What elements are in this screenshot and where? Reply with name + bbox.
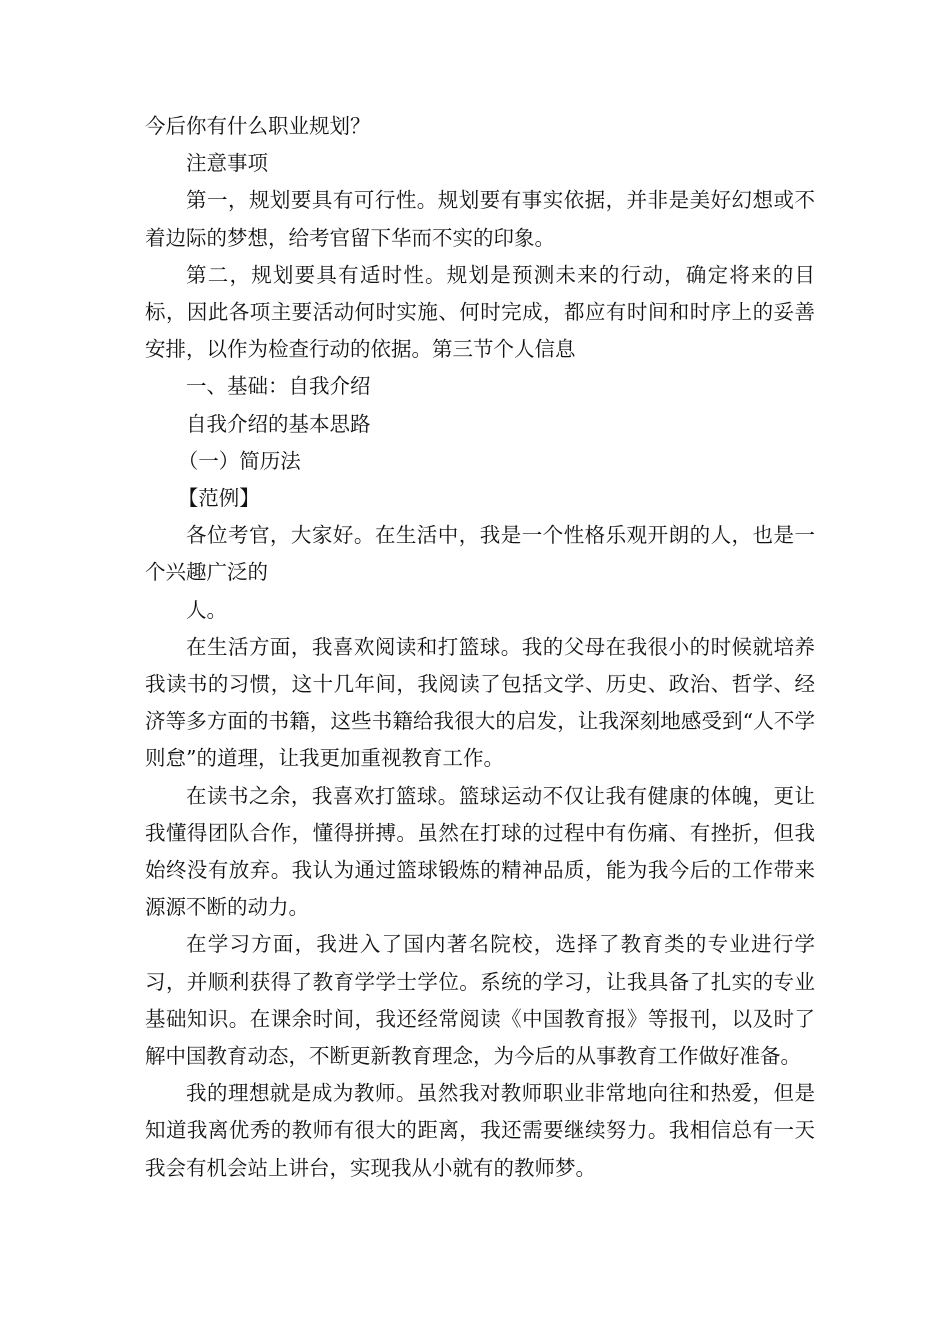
paragraph-study: 在学习方面，我进入了国内著名院校，选择了教育类的专业进行学习，并顺利获得了教育学学士学位。系统的学习，让我具备了扎实的专业基础知识。在课余时间，我还经常阅读《中国教育报》等报刊，以及时了解中国教育动态，不断更新教育理念，为今后的从事教育工作做好准备。 [145,932,815,1069]
document-page [145,108,815,1187]
paragraph-timeliness: 第二，规划要具有适时性。规划是预测未来的行动，确定将来的目标，因此各项主要活动何时实施、何时完成，都应有时间和时序上的妥善安排，以作为检查行动的依据。第三节个人信息 [145,262,815,362]
heading-notes: 注意事项 [186,151,268,176]
heading-approach: 自我介绍的基本思路 [186,411,371,436]
paragraph-question: 今后你有什么职业规划？ [145,114,371,138]
paragraph-greeting-end: 人。 [186,597,227,622]
heading-resume-method: （一）简历法 [177,448,301,473]
paragraph-basketball: 在读书之余，我喜欢打篮球。篮球运动不仅让我有健康的体魄，更让我懂得团队合作，懂得拼搏。虽然在打球的过程中有伤痛、有挫折，但我始终没有放弃。我认为通过篮球锻炼的精神品质，能为我今后的工作带来源源不断的动力。 [145,783,815,920]
paragraph-life: 在生活方面，我喜欢阅读和打篮球。我的父母在我很小的时候就培养我读书的习惯，这十几年间，我阅读了包括文学、历史、政治、哲学、经济等多方面的书籍，这些书籍给我很大的启发，让我深刻地感受到“人不学则怠”的道理，让我更加重视教育工作。 [145,634,815,771]
paragraph-ideal: 我的理想就是成为教师。虽然我对教师职业非常地向往和热爱，但是知道我离优秀的教师有很大的距离，我还需要继续努力。我相信总有一天我会有机会站上讲台，实现我从小就有的教师梦。 [145,1081,815,1180]
heading-example: 【范例】 [177,486,260,511]
paragraph-greeting: 各位考官，大家好。在生活中，我是一个性格乐观开朗的人，也是一个兴趣广泛的 [145,523,815,585]
heading-basics: 一、基础：自我介绍 [186,374,371,399]
paragraph-feasibility: 第一，规划要具有可行性。规划要有事实依据，并非是美好幻想或不着边际的梦想，给考官留下华而不实的印象。 [145,188,815,250]
